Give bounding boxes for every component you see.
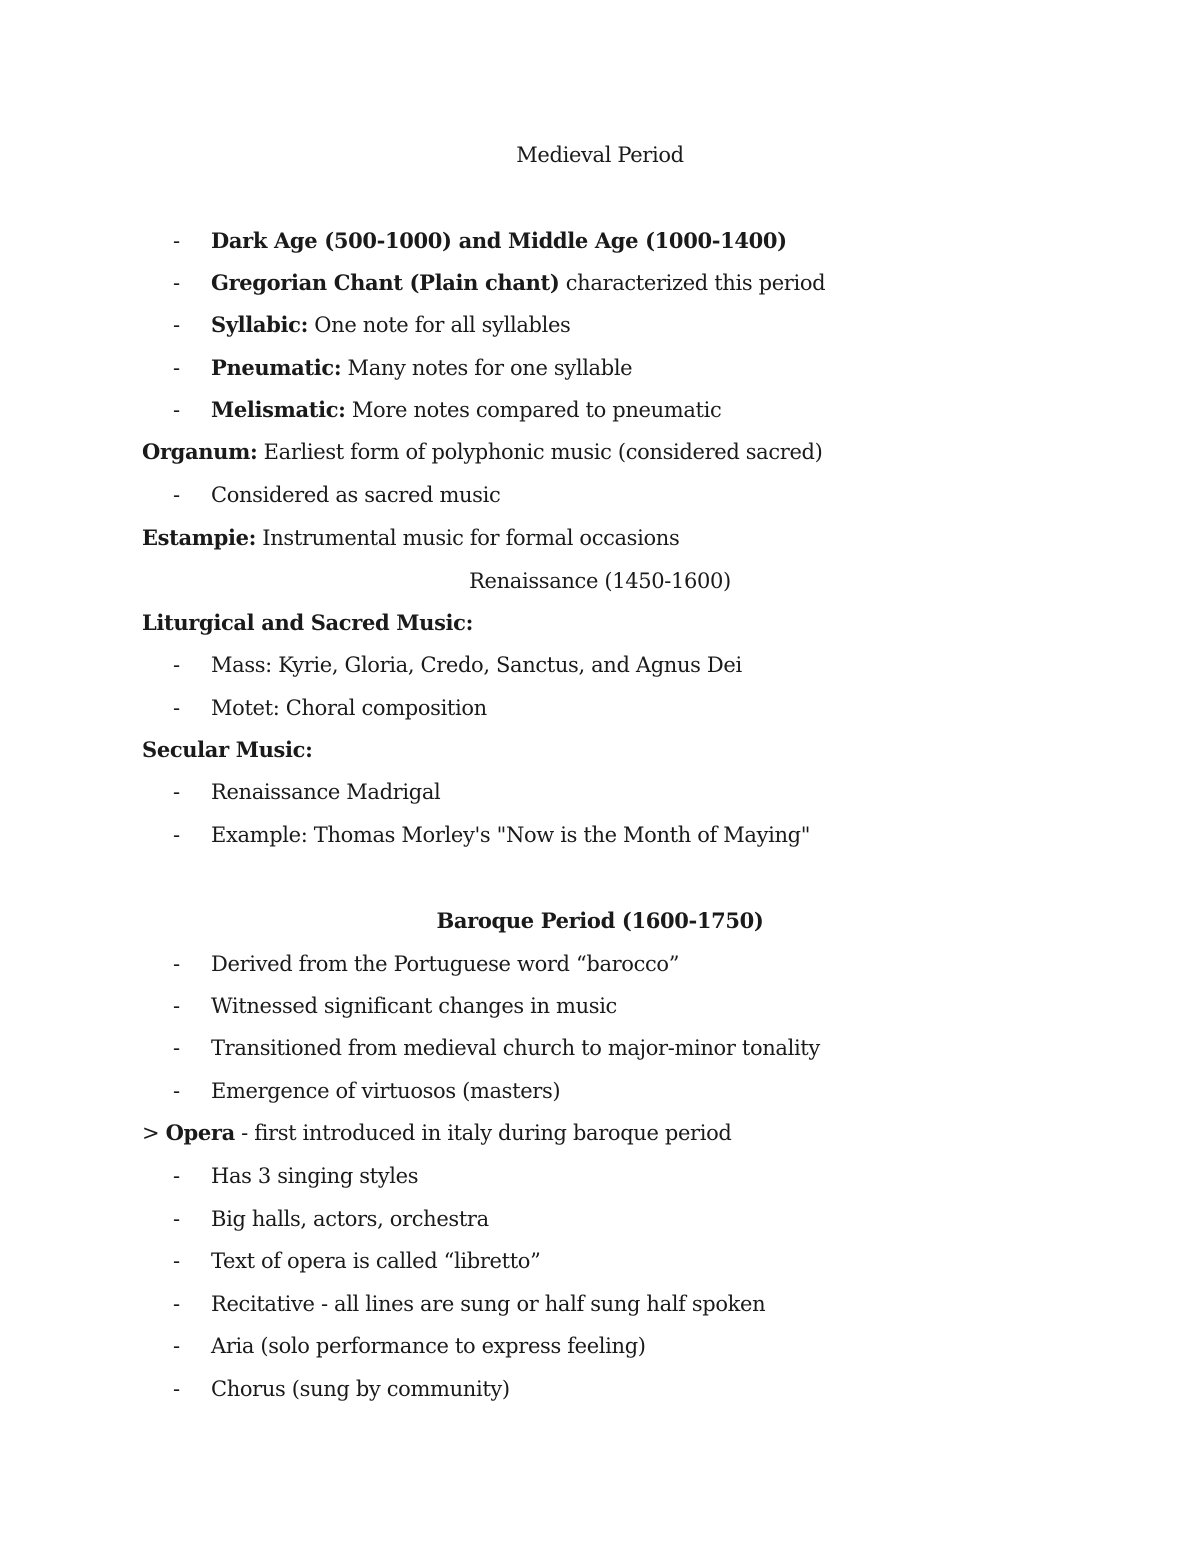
list-item-text [211,353,632,383]
bullet-dash: - [173,398,180,422]
list-item-text: Motet: Choral composition [211,696,487,720]
paragraph-text: Earliest form of polyphonic music (considered sacred) [257,440,823,464]
bullet-dash: - [173,313,180,337]
paragraph-text: - first introduced in italy during baroque period [234,1121,732,1145]
list-item-text: Has 3 singing styles [211,1164,419,1188]
heading-text: Baroque Period (1600-1750) [436,908,764,933]
medieval-heading: Medieval Period [516,143,684,167]
item-description: More notes compared to pneumatic [345,398,722,422]
renaissance-heading: Renaissance (1450-1600) [469,569,731,593]
list-item-text: Text of opera is called “libretto” [211,1249,541,1273]
bullet-dash: - [173,229,180,253]
bullet-dash: - [173,780,180,804]
bold-term: Syllabic: [211,312,308,337]
list-item-text: Mass: Kyrie, Gloria, Credo, Sanctus, and Agnus Dei [211,653,742,677]
bullet-dash: - [173,823,180,847]
organum-paragraph [142,437,822,467]
bullet-dash: - [173,653,180,677]
list-item-text: Big halls, actors, orchestra [211,1207,489,1231]
list-item-text [211,268,825,298]
bold-term: Organum: [142,439,258,464]
bullet-dash: - [173,271,180,295]
bold-term: Gregorian Chant (Plain chant) [211,270,560,295]
list-item-text: Witnessed significant changes in music [211,994,617,1018]
baroque-heading [0,906,1200,936]
list-item-text [211,226,787,256]
bullet-dash: - [173,1334,180,1358]
bullet-dash: - [173,994,180,1018]
list-item-text: Derived from the Portuguese word “barocco” [211,952,680,976]
list-item-text: Renaissance Madrigal [211,780,441,804]
bullet-dash: - [173,1292,180,1316]
list-item-text: Chorus (sung by community) [211,1377,510,1401]
bullet-dash: - [173,1164,180,1188]
list-item-text: Transitioned from medieval church to major-minor tonality [211,1036,820,1060]
bold-term: Pneumatic: [211,355,342,380]
list-item-text [211,310,570,340]
bullet-dash: - [173,952,180,976]
bullet-dash: - [173,696,180,720]
list-item-text: Considered as sacred music [211,483,501,507]
bullet-dash: - [173,1377,180,1401]
bullet-dash: - [173,483,180,507]
bullet-dash: - [173,356,180,380]
item-description: One note for all syllables [307,313,571,337]
list-item-text: Recitative - all lines are sung or half sung half spoken [211,1292,766,1316]
bold-term: Dark Age (500-1000) and Middle Age (1000-1400) [211,228,787,253]
bullet-dash: - [173,1036,180,1060]
section-label: Liturgical and Sacred Music: [142,610,474,635]
list-item-text: Emergence of virtuosos (masters) [211,1079,561,1103]
liturgical-label [142,608,473,638]
bullet-dash: - [173,1207,180,1231]
bold-term: Melismatic: [211,397,346,422]
item-description: characterized this period [559,271,826,295]
list-item-text [211,395,721,425]
bullet-dash: - [173,1249,180,1273]
item-description: Many notes for one syllable [341,356,633,380]
list-item-text: Aria (solo performance to express feeling) [211,1334,646,1358]
bold-term: Opera [165,1120,235,1145]
section-label: Secular Music: [142,737,313,762]
paragraph-text: Instrumental music for formal occasions [255,526,680,550]
opera-paragraph [142,1118,732,1148]
secular-label [142,735,313,765]
opera-prefix: > [142,1121,166,1145]
estampie-paragraph [142,523,679,553]
bold-term: Estampie: [142,525,256,550]
bullet-dash: - [173,1079,180,1103]
list-item-text: Example: Thomas Morley's "Now is the Month of Maying" [211,823,811,847]
